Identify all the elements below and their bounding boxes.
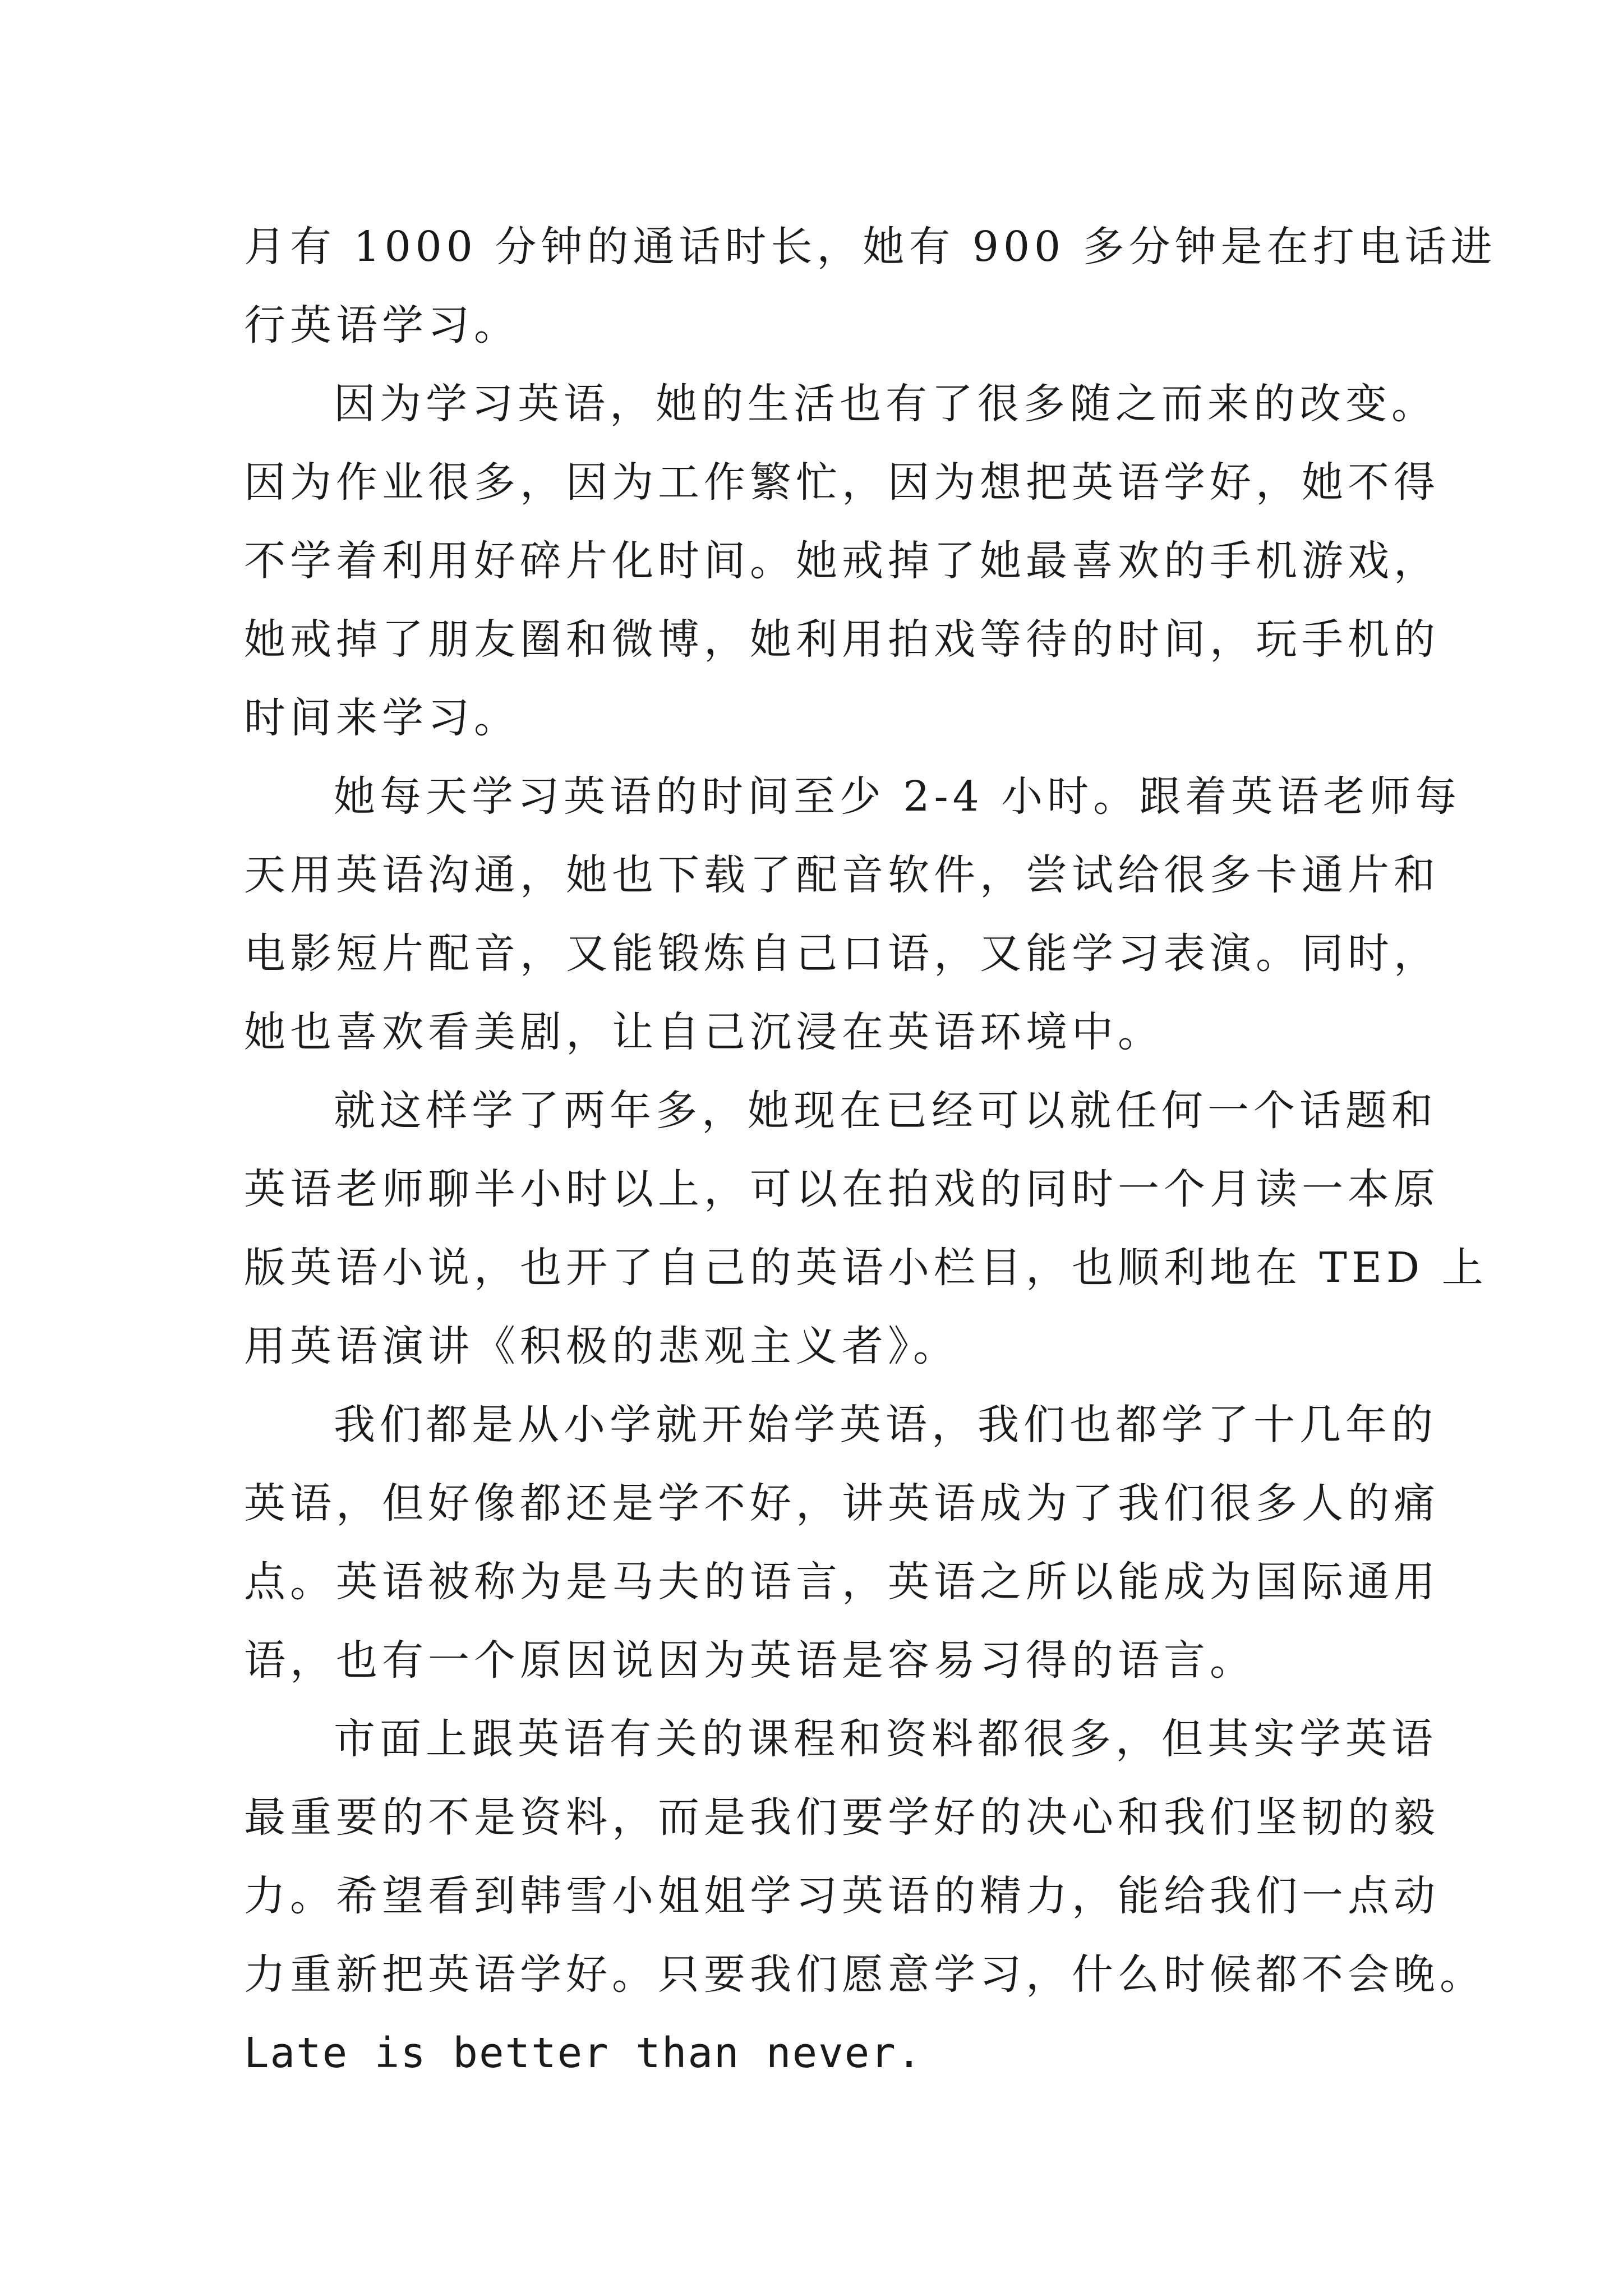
- text-line: 点。英语被称为是马夫的语言，英语之所以能成为国际通用: [244, 1558, 1440, 1606]
- text-line: 就这样学了两年多，她现在已经可以就任何一个话题和: [334, 1087, 1437, 1135]
- text-line: 电影短片配音，又能锻炼自己口语，又能学习表演。同时，: [244, 930, 1440, 978]
- text-line: 她也喜欢看美剧，让自己沉浸在英语环境中。: [244, 1008, 1164, 1056]
- closing-paragraph: [244, 2014, 1380, 2092]
- text-line: 力重新把英语学好。只要我们愿意学习，什么时候都不会晚。: [244, 1950, 1486, 1999]
- text-line: 时间来学习。: [244, 694, 520, 742]
- text-line: 版英语小说，也开了自己的英语小栏目，也顺利地在 TED 上: [244, 1244, 1488, 1292]
- text-line: 她戒掉了朋友圈和微博，她利用拍戏等待的时间，玩手机的: [244, 615, 1440, 664]
- text-line: 行英语学习。: [244, 301, 520, 349]
- paragraph-6: [244, 1700, 1486, 2014]
- paragraph-2: [244, 365, 1440, 757]
- closing-line: Late is better than never.: [244, 2029, 923, 2077]
- text-line: 我们都是从小学就开始学英语，我们也都学了十几年的: [334, 1401, 1437, 1449]
- text-line: 她每天学习英语的时间至少 2-4 小时。跟着英语老师每: [334, 772, 1461, 821]
- paragraph-4: [244, 1071, 1488, 1386]
- paragraph-3: [244, 757, 1461, 1071]
- text-line: 月有 1000 分钟的通话时长，她有 900 多分钟是在打电话进: [244, 223, 1497, 271]
- text-line: 英语老师聊半小时以上，可以在拍戏的同时一个月读一本原: [244, 1165, 1440, 1213]
- text-line: 市面上跟英语有关的课程和资料都很多，但其实学英语: [334, 1715, 1437, 1763]
- document-body: [244, 208, 1497, 2092]
- text-line: 因为作业很多，因为工作繁忙，因为想把英语学好，她不得: [244, 458, 1440, 507]
- text-line: 最重要的不是资料，而是我们要学好的决心和我们坚韧的毅: [244, 1793, 1440, 1842]
- paragraph-5: [244, 1386, 1440, 1700]
- text-line: 语，也有一个原因说因为英语是容易习得的语言。: [244, 1636, 1256, 1685]
- text-line: 因为学习英语，她的生活也有了很多随之而来的改变。: [334, 380, 1437, 428]
- text-line: 不学着利用好碎片化时间。她戒掉了她最喜欢的手机游戏，: [244, 537, 1440, 585]
- text-line: 天用英语沟通，她也下载了配音软件，尝试给很多卡通片和: [244, 851, 1440, 899]
- text-line: 用英语演讲《积极的悲观主义者》。: [244, 1322, 959, 1370]
- text-line: 英语，但好像都还是学不好，讲英语成为了我们很多人的痛: [244, 1479, 1440, 1527]
- text-line: 力。希望看到韩雪小姐姐学习英语的精力，能给我们一点动: [244, 1872, 1440, 1920]
- paragraph-1: [244, 208, 1497, 365]
